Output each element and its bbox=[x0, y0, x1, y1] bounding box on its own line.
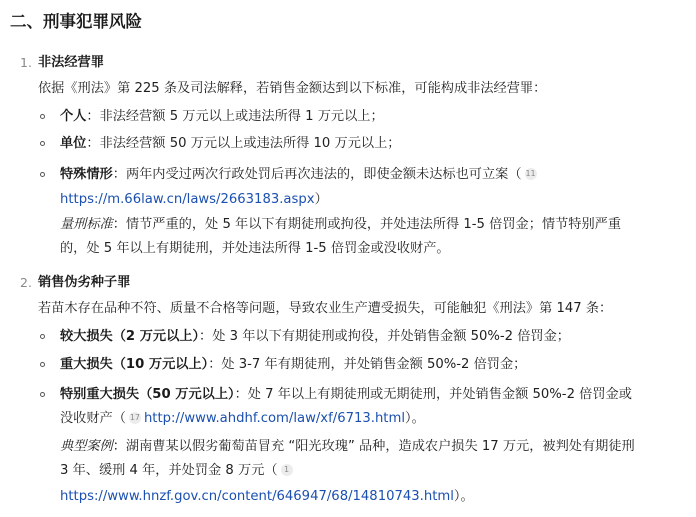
sentencing-note-line-1: 量刑标准：情节严重的，处 5 年以下有期徒刑或拘役，并处违法所得 1-5 倍罚金；情节特别严重 bbox=[60, 217, 622, 232]
item-special-case: 特殊情形：两年内受过两次行政处罚后再次违法的，即使金额未达标也可立案（ 11 bbox=[60, 167, 536, 182]
list-number-1: 1. bbox=[20, 55, 32, 70]
source-link[interactable]: https://m.66law.cn/laws/2663183.aspx bbox=[60, 192, 315, 207]
heading-illegal-business: 非法经营罪 bbox=[38, 55, 104, 70]
bullet-icon bbox=[40, 334, 45, 339]
citation-badge[interactable]: 11 bbox=[525, 169, 536, 178]
bullet-icon bbox=[40, 114, 45, 119]
item-organization: 单位：非法经营额 50 万元以上或违法所得 10 万元以上； bbox=[60, 136, 401, 151]
list-number-2: 2. bbox=[20, 275, 32, 290]
intro-illegal-business: 依据《刑法》第 225 条及司法解释，若销售金额达到以下标准，可能构成非法经营罪： bbox=[38, 81, 547, 96]
heading-fake-seeds: 销售伪劣种子罪 bbox=[38, 275, 131, 290]
item-large-loss: 较大损失（2 万元以上）：处 3 年以下有期徒刑或拘役，并处销售金额 50%-2 倍罚金； bbox=[60, 329, 570, 344]
item-especially-major-loss-line-2: 没收财产（ 17 http://www.ahdhf.com/law/xf/6713.html）。 bbox=[60, 411, 425, 426]
section-title: 二、刑事犯罪风险 bbox=[10, 12, 142, 31]
citation-badge[interactable]: 17 bbox=[129, 413, 141, 422]
sentencing-note-line-2: 的，处 5 年以上有期徒刑，并处违法所得 1-5 倍罚金或没收财产。 bbox=[60, 241, 450, 256]
item-especially-major-loss: 特别重大损失（50 万元以上）：处 7 年以上有期徒刑或无期徒刑，并处销售金额 50%-2 倍罚金或 bbox=[60, 387, 632, 402]
case-line-1: 典型案例：湖南曹某以假劣葡萄苗冒充 “阳光玫瑰” 品种，造成农户损失 17 万元，被判处有期徒刑 bbox=[60, 439, 635, 454]
source-link[interactable]: https://www.hnzf.gov.cn/content/646947/68/14810743.html bbox=[60, 489, 454, 504]
bullet-icon bbox=[40, 362, 45, 367]
item-major-loss: 重大损失（10 万元以上）：处 3-7 年有期徒刑，并处销售金额 50%-2 倍罚金； bbox=[60, 357, 527, 372]
bullet-icon bbox=[40, 172, 45, 177]
case-line-2: 3 年、缓刑 4 年，并处罚金 8 万元（ 1 bbox=[60, 462, 296, 480]
bullet-icon bbox=[40, 392, 45, 397]
citation-badge[interactable]: 1 bbox=[281, 464, 293, 476]
intro-fake-seeds: 若苗木存在品种不符、质量不合格等问题，导致农业生产遭受损失，可能触犯《刑法》第 147 条： bbox=[38, 301, 613, 316]
case-link-line: https://www.hnzf.gov.cn/content/646947/68/14810743.html）。 bbox=[60, 489, 474, 504]
source-link[interactable]: http://www.ahdhf.com/law/xf/6713.html bbox=[143, 411, 405, 426]
bullet-icon bbox=[40, 141, 45, 146]
item-individual: 个人：非法经营额 5 万元以上或违法所得 1 万元以上； bbox=[60, 109, 384, 124]
item-special-case-link-line: https://m.66law.cn/laws/2663183.aspx） bbox=[60, 192, 328, 207]
